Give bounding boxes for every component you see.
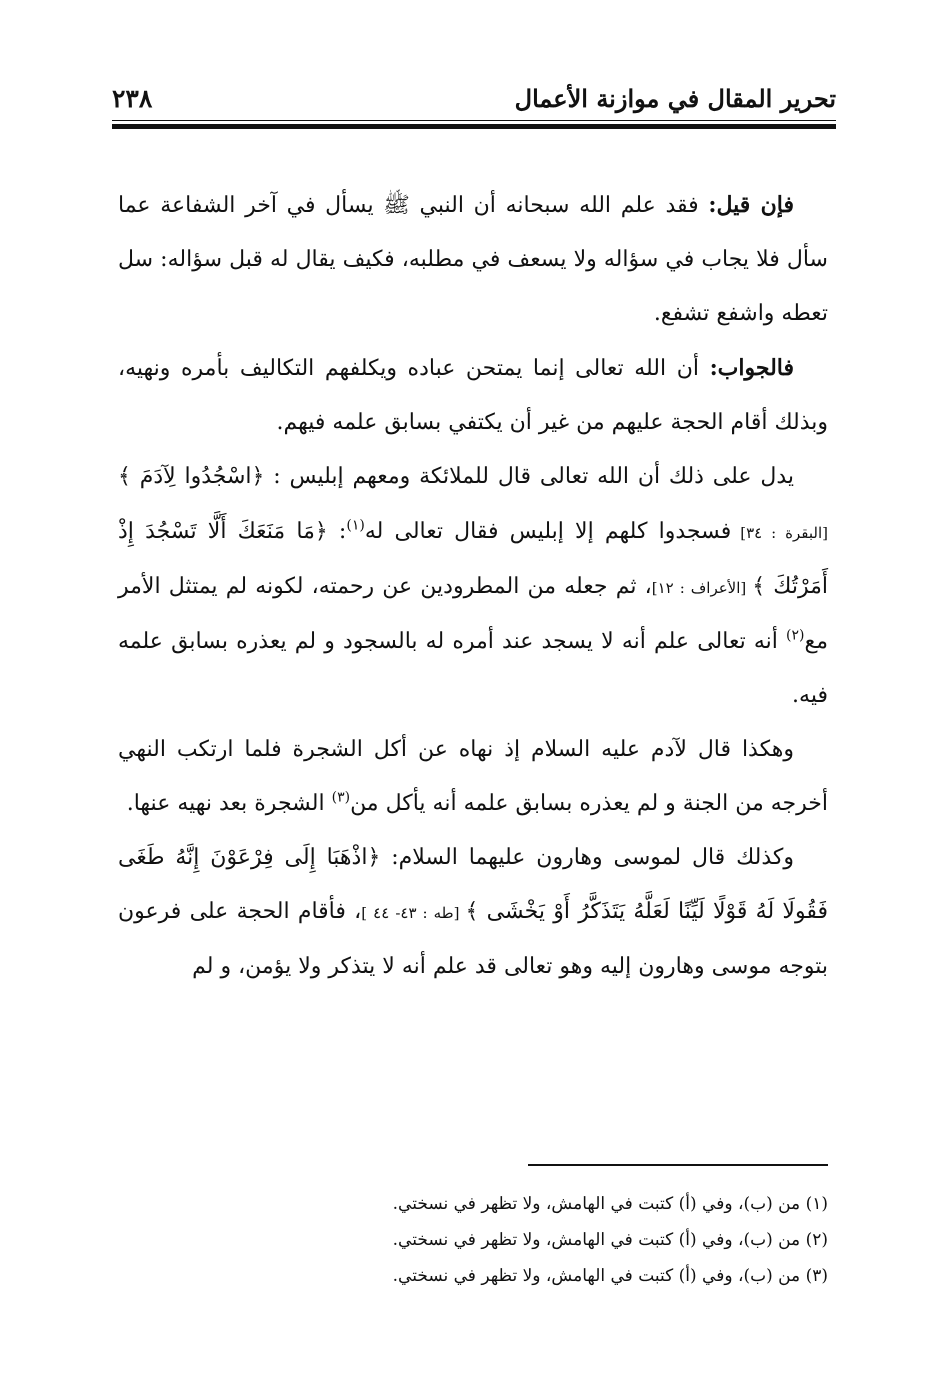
- quran-verse: ﴿مَا مَنَعَكَ أَلَّا تَسْجُدَ إِذْ أَمَرْتُكَ ﴾: [118, 519, 828, 599]
- verse-citation: [طه : ٤٣- ٤٤ ]: [361, 904, 466, 922]
- quran-verse: ﴿اذْهَبَا إِلَى فِرْعَوْنَ إِنَّهُ طَغَى فَقُولَا لَهُ قَوْلًا لَيِّنًا لَعَلَّهُ يَتَذَكَّرُ أَوْ يَخْشَى ﴾: [118, 845, 828, 924]
- text-segment: وهكذا قال لآدم عليه السلام إذ نهاه عن أكل الشجرة فلما ارتكب النهي أخرجه من الجنة و لم يعذره بسابق علمه أنه يأكل من: [118, 737, 828, 816]
- text-segment: ، ثم جعله من المطرودين عن رحمته، لكونه لم يمتثل الأمر مع: [118, 574, 828, 654]
- main-text: [118, 178, 828, 994]
- paragraph-adam: [118, 723, 828, 831]
- text-segment: الشجرة بعد نهيه عنها.: [126, 791, 332, 816]
- verse-citation: [الأعراف : ١٢]: [651, 579, 753, 597]
- paragraph-musa: [118, 831, 828, 994]
- answer-lead: فالجواب:: [709, 355, 794, 381]
- footnote-ref[interactable]: (٣): [331, 789, 351, 806]
- footnote-separator: [528, 1164, 828, 1166]
- verse-citation: [البقرة : ٣٤]: [731, 524, 828, 542]
- question-lead: فإن قيل:: [708, 192, 794, 218]
- footnotes: [300, 1186, 828, 1294]
- answer-text: أن الله تعالى إنما يمتحن عباده ويكلفهم التكاليف بأمره ونهيه، وبذلك أقام الحجة عليهم من غير أن يكتفي بسابق علمه فيهم.: [118, 356, 828, 435]
- header-rule-thin: [112, 120, 836, 121]
- question-text: فقد علم الله سبحانه أن النبي ﷺ يسأل في آخر الشفاعة عما سأل فلا يجاب في سؤاله ولا يسعف في مطلبه، فكيف يقال له قبل سؤاله: سل تعطه واشفع تشفع.: [118, 193, 828, 326]
- text-segment: أنه تعالى علم أنه لا يسجد عند أمره له بالسجود و لم يعذره بسابق علمه فيه.: [118, 629, 828, 708]
- footnote-2: (٢) من (ب)، وفي (أ) كتبت في الهامش، ولا تظهر في نسختي.: [392, 1230, 828, 1250]
- footnote-ref[interactable]: (٢): [786, 627, 805, 644]
- paragraph-answer: [118, 341, 828, 450]
- text-segment: :: [327, 519, 347, 544]
- running-title: تحرير المقال في موازنة الأعمال: [514, 84, 836, 113]
- quran-verse: ﴿اسْجُدُوا لِآدَمَ ﴾: [118, 464, 265, 489]
- paragraph-question: [118, 178, 828, 341]
- footnote-ref[interactable]: (١): [346, 517, 365, 534]
- page-number: ٢٣٨: [112, 84, 153, 113]
- text-segment: يدل على ذلك أن الله تعالى قال للملائكة ومعهم إبليس :: [264, 464, 794, 489]
- page-header: [112, 80, 836, 124]
- text-segment: فسجدوا كلهم إلا إبليس فقال تعالى له: [364, 519, 732, 544]
- paragraph-iblis: [118, 450, 828, 723]
- footnote-1: (١) من (ب)، وفي (أ) كتبت في الهامش، ولا تظهر في نسختي.: [392, 1194, 828, 1214]
- text-segment: ، فأقام الحجة على فرعون بتوجه موسى وهارون إليه وهو تعالى قد علم أنه لا يتذكر ولا يؤمن، و لم: [118, 899, 828, 979]
- footnote-3: (٣) من (ب)، وفي (أ) كتبت في الهامش، ولا تظهر في نسختي.: [392, 1266, 828, 1286]
- text-segment: وكذلك قال لموسى وهارون عليهما السلام:: [380, 845, 795, 870]
- header-rule-thick: [112, 124, 836, 129]
